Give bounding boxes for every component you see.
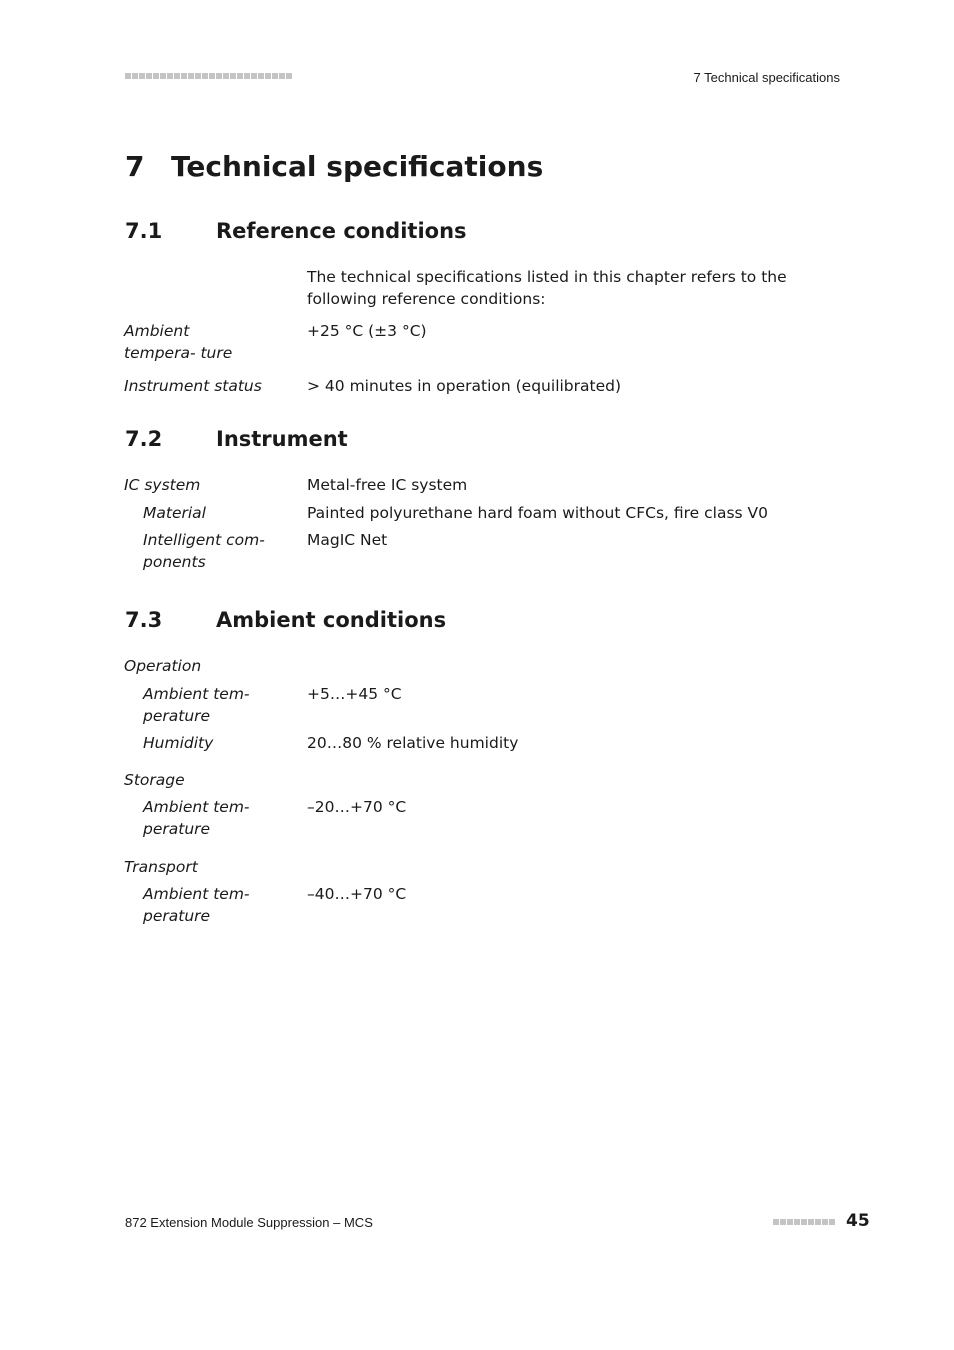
spec-label: Ambient tem- perature bbox=[143, 885, 250, 925]
section-number: 7.2 bbox=[125, 427, 163, 451]
spec-label: IC system bbox=[124, 476, 201, 494]
chapter-number: 7 bbox=[125, 150, 145, 183]
spec-label: Material bbox=[143, 504, 206, 522]
section-title: Instrument bbox=[216, 427, 348, 451]
section-number: 7.1 bbox=[125, 219, 163, 243]
spec-value: –20…+70 °C bbox=[307, 798, 407, 816]
section-number: 7.3 bbox=[125, 608, 163, 632]
spec-label: Intelligent com- ponents bbox=[143, 531, 265, 571]
section-heading-ambient-conditions bbox=[125, 608, 446, 632]
spec-value: 20…80 % relative humidity bbox=[307, 734, 519, 752]
group-label-operation: Operation bbox=[124, 657, 202, 675]
section-heading-instrument bbox=[125, 427, 348, 451]
intro-paragraph: The technical specifications listed in this chapter refers to the following reference conditions: bbox=[307, 268, 787, 308]
spec-value: MagIC Net bbox=[307, 531, 388, 549]
spec-value: Metal-free IC system bbox=[307, 476, 468, 494]
spec-label: Ambient tem- perature bbox=[143, 685, 250, 725]
spec-label: Humidity bbox=[143, 734, 214, 752]
spec-value: +25 °C (±3 °C) bbox=[307, 322, 427, 340]
section-title: Reference conditions bbox=[216, 219, 467, 243]
chapter-title-text: Technical specifications bbox=[171, 150, 544, 183]
chapter-title bbox=[125, 150, 543, 183]
page-number: 45 bbox=[846, 1211, 870, 1231]
spec-value: +5…+45 °C bbox=[307, 685, 402, 703]
footer-decoration bbox=[773, 1219, 835, 1225]
section-title: Ambient conditions bbox=[216, 608, 447, 632]
group-label-transport: Transport bbox=[124, 858, 198, 876]
footer-document-title: 872 Extension Module Suppression – MCS bbox=[125, 1215, 373, 1230]
section-heading-reference-conditions bbox=[125, 219, 467, 243]
spec-label: Ambient tem- perature bbox=[143, 798, 250, 838]
header-decoration bbox=[125, 73, 292, 79]
spec-label: Instrument status bbox=[124, 377, 262, 395]
spec-label: Ambient tempera- ture bbox=[124, 322, 233, 362]
spec-value: Painted polyurethane hard foam without CFCs, fire class V0 bbox=[307, 504, 769, 522]
spec-value: > 40 minutes in operation (equilibrated) bbox=[307, 377, 622, 395]
running-header: 7 Technical specifications bbox=[693, 70, 840, 85]
group-label-storage: Storage bbox=[124, 771, 185, 789]
spec-value: –40…+70 °C bbox=[307, 885, 407, 903]
